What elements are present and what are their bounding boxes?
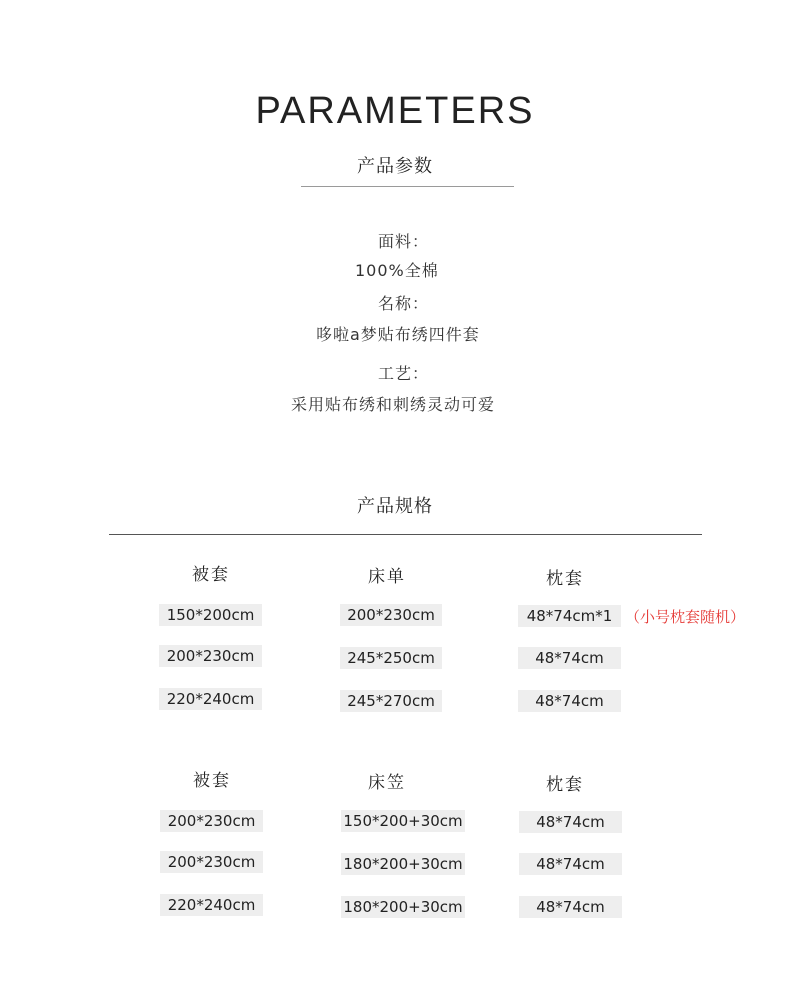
size-cell: 245*250cm: [340, 647, 442, 669]
size-cell: 48*74cm: [519, 853, 622, 875]
divider: [301, 186, 514, 187]
size-cell: 48*74cm: [518, 647, 621, 669]
size-cell: 180*200+30cm: [341, 896, 465, 918]
column-header-duvet-cover: 被套: [193, 771, 231, 791]
size-cell: 180*200+30cm: [341, 853, 465, 875]
size-cell: 220*240cm: [160, 894, 263, 916]
size-cell: 48*74cm: [519, 811, 622, 833]
size-cell: 200*230cm: [160, 851, 263, 873]
size-cell: 150*200cm: [159, 604, 262, 626]
column-header-pillowcase: 枕套: [546, 569, 584, 589]
pillowcase-note: （小号枕套随机）: [625, 608, 746, 626]
size-cell: 220*240cm: [159, 688, 262, 710]
size-cell: 150*200+30cm: [341, 810, 465, 832]
section-title-specs: 产品规格: [357, 496, 433, 517]
column-header-fitted-sheet: 床笠: [368, 773, 406, 793]
size-cell: 48*74cm: [518, 690, 621, 712]
divider: [109, 534, 702, 535]
craft-label: 工艺：: [378, 364, 430, 383]
size-cell: 200*230cm: [160, 810, 263, 832]
fabric-label: 面料：: [378, 232, 430, 251]
fabric-value: 100%全棉: [355, 261, 439, 280]
name-label: 名称：: [378, 294, 430, 313]
column-header-pillowcase: 枕套: [546, 775, 584, 795]
craft-value: 采用贴布绣和刺绣灵动可爱: [291, 395, 496, 414]
size-cell: 245*270cm: [340, 690, 442, 712]
size-cell: 200*230cm: [159, 645, 262, 667]
name-value: 哆啦a梦贴布绣四件套: [316, 325, 480, 344]
column-header-bed-sheet: 床单: [368, 567, 406, 587]
page-title: PARAMETERS: [255, 90, 535, 132]
column-header-duvet-cover: 被套: [192, 565, 230, 585]
size-cell: 48*74cm*1: [518, 605, 621, 627]
size-cell: 48*74cm: [519, 896, 622, 918]
size-cell: 200*230cm: [340, 604, 442, 626]
section-title-parameters: 产品参数: [357, 156, 433, 177]
